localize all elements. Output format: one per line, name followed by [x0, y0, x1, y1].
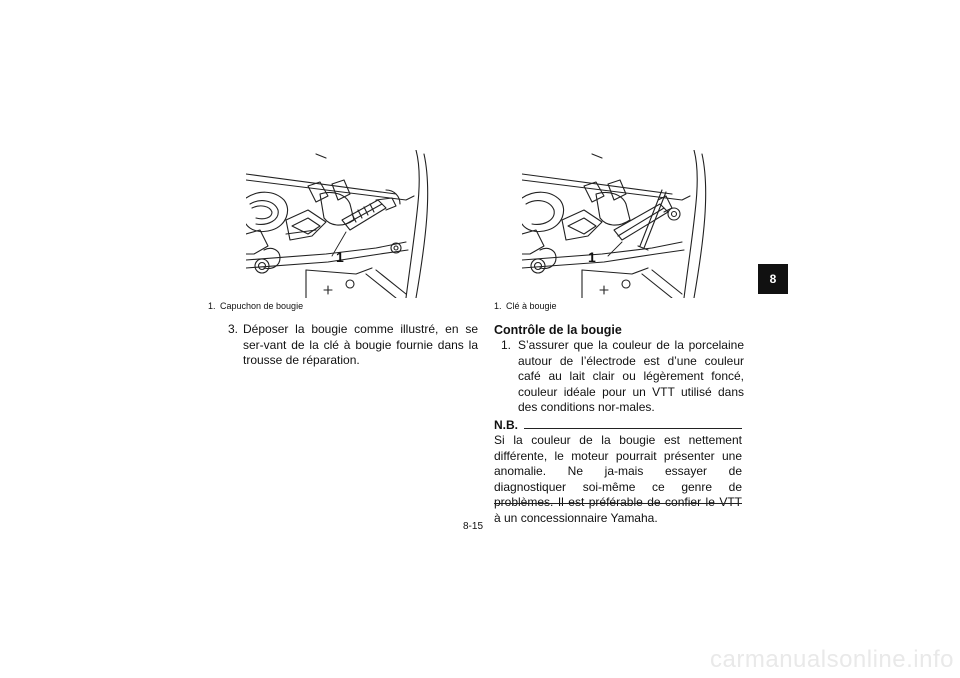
note-body: Si la couleur de la bougie est nettement différente, le moteur pourrait présenter une anomalie. Ne ja-mais essayer de diagnostiquer soi-même ce genre de problèmes. Il est préférable de confier le VTT à un concessionnaire Yamaha. — [494, 433, 742, 525]
callout-label: 1 — [588, 249, 596, 265]
spark-plug-cap-illustration — [246, 150, 442, 298]
chapter-tab: 8 — [758, 264, 788, 294]
engine-drawing-right — [522, 150, 720, 298]
step-text: Déposer la bougie comme illustré, en se ser-vant de la clé à bougie fournie dans la trousse de réparation. — [243, 322, 478, 367]
watermark-text: carmanualsonline.info — [710, 646, 954, 673]
caption-text: Capuchon de bougie — [220, 301, 304, 311]
section-heading: Contrôle de la bougie — [494, 323, 622, 337]
figure-caption-right — [494, 301, 557, 312]
step-3-paragraph — [228, 322, 478, 369]
step-1-paragraph — [501, 338, 744, 416]
step-number: 1. — [501, 338, 512, 352]
step-text: S’assurer que la couleur de la porcelaine autour de l’électrode est d’une couleur café au lait clair ou légèrement foncé, couleur idéale pour un VTT utilisé dans des conditions nor-males. — [518, 338, 744, 414]
callout-label: 1 — [336, 249, 344, 265]
caption-number: 1. — [494, 301, 502, 311]
engine-drawing-left — [246, 150, 442, 298]
caption-text: Clé à bougie — [506, 301, 557, 311]
note-top-rule — [524, 428, 742, 429]
figure-caption-left — [208, 301, 303, 312]
caption-number: 1. — [208, 301, 216, 311]
spark-plug-wrench-illustration — [522, 150, 720, 298]
step-number: 3. — [228, 322, 239, 336]
note-bottom-rule — [494, 503, 742, 504]
page-number: 8-15 — [463, 521, 484, 532]
note-title: N.B. — [494, 418, 518, 432]
